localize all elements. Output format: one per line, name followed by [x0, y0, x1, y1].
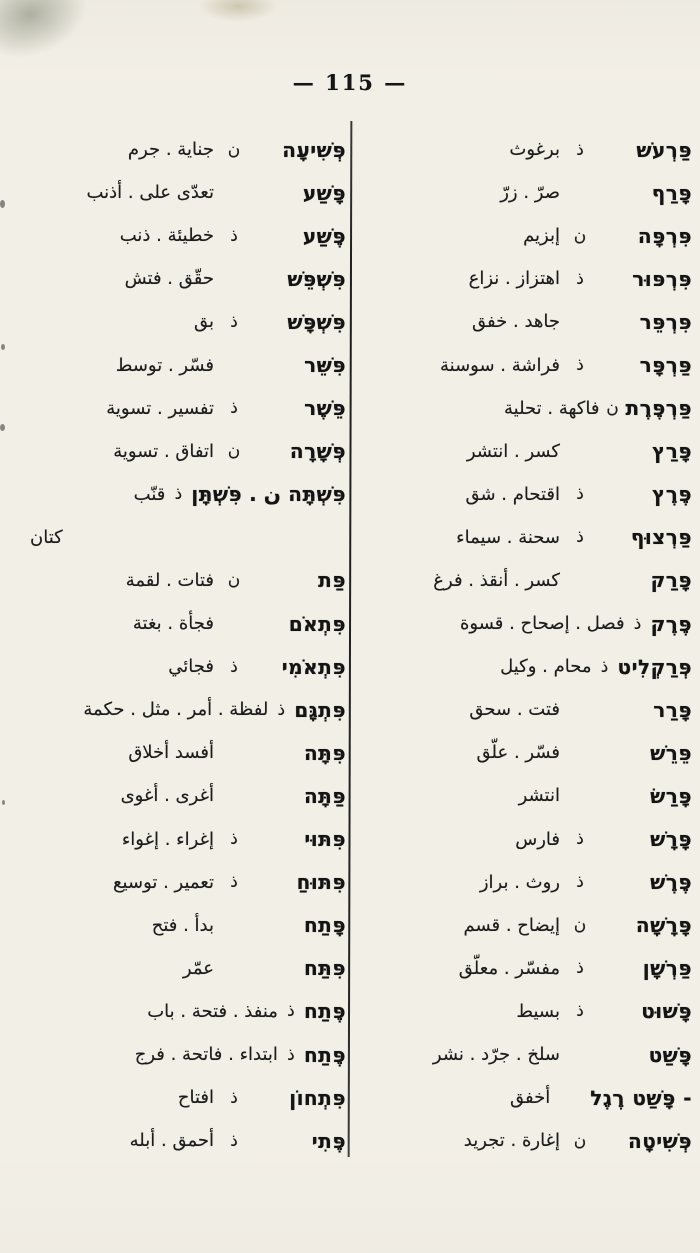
- dictionary-entry: [12, 473, 346, 516]
- dictionary-entry: [356, 688, 692, 731]
- hebrew-headword: פִּתָּה: [303, 740, 346, 765]
- hebrew-headword: פָּרַשׂ: [650, 783, 692, 808]
- hebrew-headword: פַּרְעֹשׁ: [636, 137, 692, 162]
- hebrew-headword: פֶּרֶץ: [652, 482, 692, 507]
- arabic-definition: بسيط: [516, 1000, 560, 1022]
- dictionary-entry: [12, 516, 346, 559]
- dictionary-entry: [356, 343, 692, 386]
- dictionary-entry: [356, 818, 692, 861]
- gender-marker: ذ: [230, 1130, 238, 1151]
- arabic-definition: كسر . أنقذ . فرغ: [433, 569, 560, 591]
- gender-marker: ذ: [576, 139, 584, 160]
- dictionary-entry: [356, 990, 692, 1033]
- gender-marker: ن: [227, 441, 241, 462]
- hebrew-headword: פֶּרֶק: [650, 611, 692, 636]
- arabic-definition: حقّق . فتش: [124, 268, 214, 290]
- arabic-definition: منفذ . فتحة . باب: [147, 1000, 278, 1022]
- dictionary-entry: [356, 171, 692, 214]
- corner-smudge-artifact: [0, 0, 100, 73]
- arabic-definition: اهتزاز . نزاع: [468, 268, 560, 290]
- dictionary-entry: [12, 430, 346, 473]
- arabic-definition: روث . براز: [479, 871, 560, 893]
- arabic-definition: فجائي: [168, 656, 214, 678]
- hebrew-headword: פְּשִׁיעָה: [282, 137, 346, 162]
- hebrew-headword: פֶּתַח: [303, 999, 346, 1024]
- arabic-definition: جناية . جرم: [127, 139, 214, 161]
- hebrew-headword: פֶּתִי: [311, 1128, 346, 1153]
- arabic-definition: انتشر: [518, 785, 560, 807]
- dictionary-entry: [356, 947, 692, 990]
- gender-marker: ذ: [576, 1001, 584, 1022]
- dictionary-entry: [12, 947, 346, 990]
- dictionary-entry: [12, 818, 346, 861]
- hebrew-headword: פִּשֵּׁר: [304, 353, 346, 378]
- ink-speck: [2, 800, 5, 805]
- gender-marker: ذ: [576, 268, 584, 289]
- arabic-definition: فجأة . بغتة: [132, 613, 214, 635]
- hebrew-headword: פִּרְפֵּר: [639, 309, 692, 334]
- dictionary-entry: [356, 300, 692, 343]
- arabic-definition: اقتحام . شق: [465, 483, 560, 505]
- arabic-definition: بدأ . فتح: [151, 914, 214, 936]
- hebrew-headword: פִּתְאֹם: [288, 611, 346, 636]
- arabic-definition: أخفق: [510, 1087, 551, 1109]
- dictionary-entry: [356, 1033, 692, 1076]
- gender-marker: ن: [573, 225, 587, 246]
- dictionary-entry: [356, 602, 692, 645]
- gender-marker: ذ: [576, 829, 584, 850]
- gender-marker: ذ: [230, 225, 238, 246]
- gender-marker: ذ: [576, 484, 584, 505]
- dictionary-entry: [12, 645, 346, 688]
- top-smudge-artifact: [198, 0, 278, 22]
- hebrew-headword: פָּרָשׁ: [650, 827, 692, 852]
- arabic-definition: فاكهة . تحلية: [503, 397, 600, 419]
- column-divider: [348, 121, 353, 1157]
- gender-marker: ن: [227, 139, 241, 160]
- arabic-definition: فراشة . سوسنة: [440, 354, 560, 376]
- hebrew-headword: פָּשַׁט: [648, 1042, 692, 1067]
- arabic-definition: خطيئة . ذنب: [119, 225, 214, 247]
- hebrew-headword: פַּתָּה: [303, 783, 346, 808]
- dictionary-entry: [356, 774, 692, 817]
- dictionary-column-left: [12, 128, 346, 1162]
- hebrew-headword: פָּרַץ: [652, 439, 692, 464]
- arabic-definition: كسر . انتشر: [466, 440, 560, 462]
- hebrew-headword: פְּשִׁיטָה: [627, 1128, 692, 1153]
- arabic-definition: عمّر: [182, 957, 214, 979]
- arabic-definition: افتاح: [177, 1087, 214, 1109]
- dictionary-entry: [12, 214, 346, 257]
- arabic-definition: بق: [193, 311, 214, 333]
- gender-marker: ذ: [576, 872, 584, 893]
- arabic-definition: سلخ . جرّد . نشر: [432, 1044, 560, 1066]
- hebrew-headword: פָּרָשָׁה: [635, 913, 692, 938]
- arabic-definition: سحنة . سيماء: [456, 526, 560, 548]
- hebrew-headword: פַּרְצוּף: [630, 525, 692, 550]
- hebrew-headword: פַּרְפָּר: [639, 353, 692, 378]
- hebrew-headword: פָּרַק: [650, 568, 692, 593]
- arabic-definition: فتت . سحق: [469, 699, 560, 721]
- arabic-definition: ابتداء . فاتحة . فرج: [134, 1044, 278, 1066]
- hebrew-headword: פָּרַף: [651, 180, 692, 205]
- hebrew-headword: פַּרְפֶּרֶת: [625, 396, 692, 421]
- hebrew-headword: פִּתְאֹמִי: [281, 654, 346, 679]
- gender-marker: ذ: [277, 699, 286, 720]
- hebrew-headword: פִּתּוּי: [304, 827, 346, 852]
- dictionary-entry: [12, 559, 346, 602]
- dictionary-entry: [12, 861, 346, 904]
- dictionary-entry: [12, 128, 346, 171]
- gender-marker: ذ: [230, 872, 238, 893]
- gender-marker: ذ: [174, 484, 183, 505]
- gender-marker: ذ: [576, 355, 584, 376]
- hebrew-headword: פִּשְׁפָּשׁ: [287, 309, 346, 334]
- dictionary-entry: [356, 645, 692, 688]
- hebrew-headword: פַּרְשָׁן: [642, 956, 692, 981]
- dictionary-entry: [12, 1033, 346, 1076]
- arabic-definition: تفسير . تسوية: [106, 397, 214, 419]
- dictionary-entry: [356, 257, 692, 300]
- hebrew-headword: פֶּרֶשׁ: [650, 870, 692, 895]
- arabic-definition: قنّب: [133, 483, 166, 505]
- hebrew-headword: פִּשְׁתָּה ن . פִּשְׁתָּן: [191, 482, 346, 507]
- hebrew-headword: פֵּרֵשׁ: [650, 740, 692, 765]
- dictionary-entry: [12, 774, 346, 817]
- hebrew-headword: פֵּשֶׁר: [304, 396, 346, 421]
- arabic-definition: أحمق . أبله: [129, 1130, 214, 1152]
- page-number: — 115 —: [292, 70, 408, 95]
- hebrew-headword: פִּתְחוֹן: [289, 1085, 346, 1110]
- arabic-definition: إغراء . إغواء: [121, 828, 214, 850]
- dictionary-entry: [356, 516, 692, 559]
- hebrew-headword: פֶּשַׁע: [302, 223, 346, 248]
- hebrew-headword: - פָּשַׁט רֶגֶל: [590, 1085, 692, 1110]
- dictionary-entry: [12, 990, 346, 1033]
- gender-marker: ذ: [287, 1001, 295, 1022]
- hebrew-headword: פִּתְגָּם: [294, 697, 346, 722]
- gender-marker: ن: [606, 398, 619, 419]
- dictionary-entry: [12, 1076, 346, 1119]
- hebrew-headword: פָּרַר: [653, 697, 692, 722]
- ink-speck: [0, 424, 5, 431]
- dictionary-entry: [12, 602, 346, 645]
- gender-marker: ذ: [287, 1044, 295, 1065]
- arabic-definition: فارس: [515, 828, 560, 850]
- arabic-definition: أفسد أخلاق: [128, 742, 214, 764]
- hebrew-headword: פְּשָׁרָה: [289, 439, 346, 464]
- dictionary-entry: [356, 861, 692, 904]
- gender-marker: ن: [573, 1130, 587, 1151]
- dictionary-entry: [356, 1076, 692, 1119]
- arabic-definition: إبزيم: [523, 225, 560, 247]
- hebrew-headword: פָּשַׁע: [302, 180, 346, 205]
- arabic-definition: اتفاق . تسوية: [113, 440, 214, 462]
- dictionary-entry: [12, 171, 346, 214]
- hebrew-headword: פַּת: [318, 568, 346, 593]
- dictionary-column-right: [356, 128, 692, 1162]
- dictionary-entry: [12, 300, 346, 343]
- gender-marker: ن: [227, 570, 241, 591]
- ink-speck: [0, 200, 5, 208]
- arabic-definition: أغرى . أغوى: [120, 785, 214, 807]
- ink-speck: [1, 344, 5, 350]
- gender-marker: ذ: [230, 656, 238, 677]
- gender-marker: ذ: [633, 613, 642, 634]
- dictionary-entry: [356, 904, 692, 947]
- dictionary-entry: [356, 1119, 692, 1162]
- dictionary-entry: [12, 257, 346, 300]
- hebrew-headword: פִּתּוּחַ: [296, 870, 346, 895]
- arabic-definition: مفسّر . معلّق: [458, 957, 560, 979]
- dictionary-entry: [356, 387, 692, 430]
- arabic-definition: كتان: [30, 526, 63, 548]
- arabic-definition: تعمير . توسيع: [112, 871, 214, 893]
- dictionary-entry: [356, 559, 692, 602]
- arabic-definition: فسّر . توسط: [115, 354, 214, 376]
- dictionary-entry: [356, 430, 692, 473]
- dictionary-entry: [12, 731, 346, 774]
- gender-marker: ذ: [576, 527, 584, 548]
- arabic-definition: جاهد . خفق: [472, 311, 560, 333]
- arabic-definition: إيضاح . قسم: [463, 914, 560, 936]
- hebrew-headword: פֶּתַח: [303, 1042, 346, 1067]
- arabic-definition: لفظة . أمر . مثل . حكمة: [83, 699, 269, 721]
- hebrew-headword: פִּרְפּוּר: [632, 266, 692, 291]
- arabic-definition: فسّر . علّق: [476, 742, 560, 764]
- dictionary-entry: [356, 128, 692, 171]
- dictionary-entry: [356, 214, 692, 257]
- dictionary-entry: [12, 688, 346, 731]
- gender-marker: ذ: [230, 1087, 238, 1108]
- hebrew-headword: פִּרְפָּה: [637, 223, 692, 248]
- dictionary-entry: [12, 343, 346, 386]
- dictionary-entry: [12, 904, 346, 947]
- arabic-definition: صرّ . زرّ: [500, 182, 560, 204]
- gender-marker: ذ: [600, 656, 609, 677]
- arabic-definition: إغارة . تجريد: [463, 1130, 560, 1152]
- dictionary-entry: [12, 1119, 346, 1162]
- gender-marker: ن: [573, 915, 587, 936]
- arabic-definition: محام . وكيل: [500, 656, 592, 678]
- hebrew-headword: פְּרַקְלִיט: [617, 654, 692, 679]
- arabic-definition: فتات . لقمة: [125, 569, 214, 591]
- hebrew-headword: פִּשְׁפֵּשׁ: [287, 266, 346, 291]
- arabic-definition: تعدّى على . أذنب: [86, 182, 214, 204]
- hebrew-headword: פָּתַח: [303, 913, 346, 938]
- arabic-definition: فصل . إصحاح . قسوة: [460, 613, 625, 635]
- hebrew-headword: פָּשׁוּט: [641, 999, 692, 1024]
- gender-marker: ذ: [576, 958, 584, 979]
- gender-marker: ذ: [230, 398, 238, 419]
- gender-marker: ذ: [230, 829, 238, 850]
- dictionary-entry: [12, 387, 346, 430]
- hebrew-headword: פִּתַּח: [303, 956, 346, 981]
- arabic-definition: برغوث: [509, 139, 560, 161]
- dictionary-entry: [356, 473, 692, 516]
- gender-marker: ذ: [230, 311, 238, 332]
- dictionary-entry: [356, 731, 692, 774]
